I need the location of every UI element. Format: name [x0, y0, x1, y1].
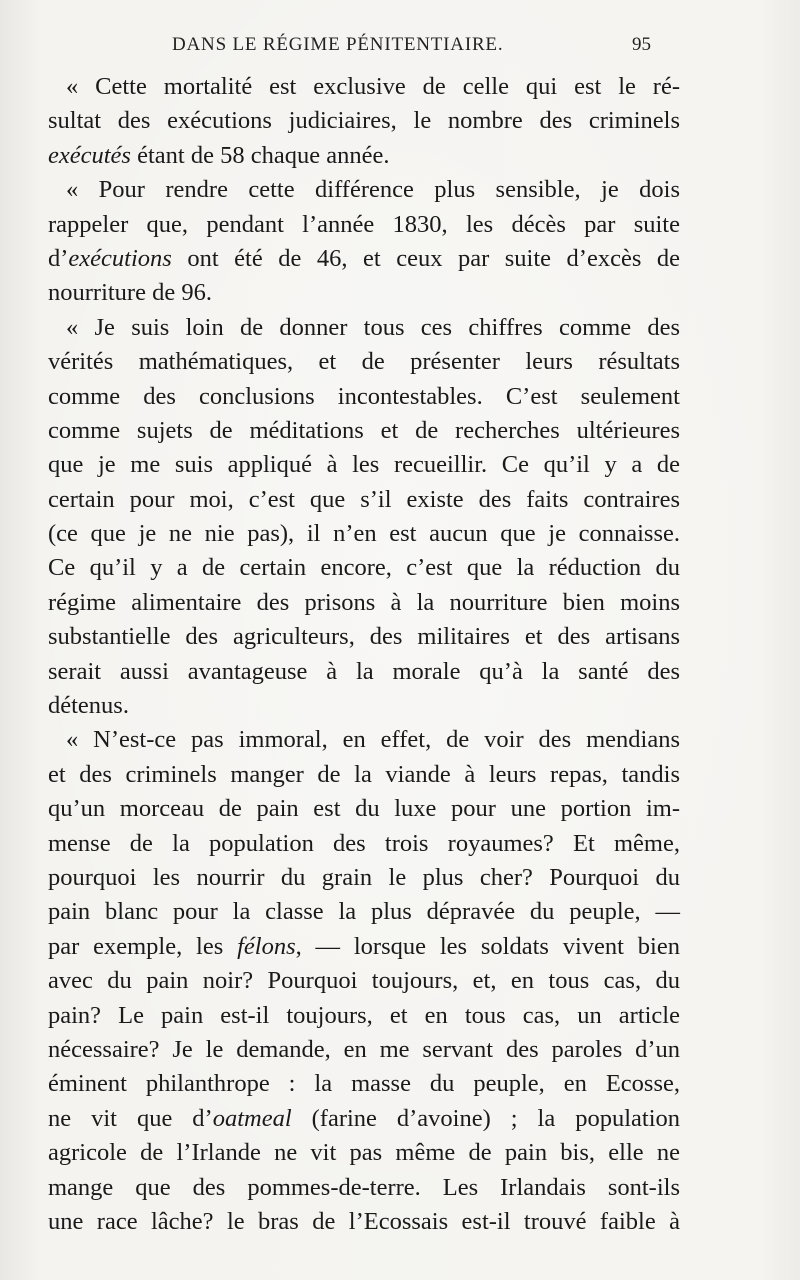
text-span: d’ [48, 244, 69, 272]
text-line: que je me suis appliqué à les recueillir. Ce qu’il y a de [48, 451, 680, 479]
text-line: détenus. [48, 692, 129, 720]
text-line [48, 1102, 680, 1136]
text-line: nécessaire? Je le demande, en me servant des paroles d’un [48, 1035, 680, 1063]
text-span: ne vit que d’ [48, 1104, 213, 1132]
text-span: (farine d’avoine) ; la population [291, 1104, 680, 1132]
text-span: , — lorsque les soldats vivent bien [295, 932, 680, 960]
text-line: comme des conclusions incontestables. C’est seulement [48, 382, 680, 410]
text-line: régime alimentaire des prisons à la nourriture bien moins [48, 588, 680, 616]
text-line: sultat des exécutions judiciaires, le nombre des criminels [48, 107, 680, 135]
text-line: et des criminels manger de la viande à leurs repas, tandis [48, 760, 680, 788]
text-line: Ce qu’il y a de certain encore, c’est que la réduction du [48, 554, 680, 582]
text-line [48, 930, 680, 964]
italic-text: exécutés [48, 141, 131, 169]
page-number: 95 [632, 34, 651, 55]
page-header [0, 34, 800, 58]
text-line: serait aussi avantageuse à la morale qu’à la santé des [48, 657, 680, 685]
text-line: certain pour moi, c’est que s’il existe des faits contraires [48, 485, 680, 513]
italic-text: oatmeal [212, 1104, 292, 1132]
body-text [48, 70, 680, 1239]
text-line: pain? Le pain est-il toujours, et en tous cas, un article [48, 1001, 680, 1029]
text-line: comme sujets de méditations et de recherches ultérieures [48, 416, 680, 444]
text-line: (ce que je ne nie pas), il n’en est aucun que je connaisse. [48, 520, 680, 548]
running-title: DANS LE RÉGIME PÉNITENTIAIRE. [172, 34, 504, 55]
text-line: « Pour rendre cette différence plus sensible, je dois [66, 176, 680, 204]
text-line: qu’un morceau de pain est du luxe pour une portion im- [48, 795, 680, 823]
text-line: éminent philanthrope : la masse du peuple, en Ecosse, [48, 1070, 680, 1098]
text-line: avec du pain noir? Pourquoi toujours, et, en tous cas, du [48, 967, 680, 995]
text-line: vérités mathématiques, et de présenter leurs résultats [48, 348, 680, 376]
text-line: pain blanc pour la classe la plus dépravée du peuple, — [48, 898, 680, 926]
text-line: rappeler que, pendant l’année 1830, les décès par suite [48, 210, 680, 238]
italic-text: exécutions [68, 244, 172, 272]
text-line: substantielle des agriculteurs, des militaires et des artisans [48, 623, 680, 651]
text-line [48, 139, 680, 173]
text-line: une race lâche? le bras de l’Ecossais est-il trouvé faible à [48, 1207, 680, 1235]
text-line: nourriture de 96. [48, 279, 212, 307]
text-span: par exemple, les [48, 932, 238, 960]
italic-text: félons [237, 932, 296, 960]
text-line: « Cette mortalité est exclusive de celle qui est le ré- [66, 73, 680, 100]
text-line: mange que des pommes-de-terre. Les Irlandais sont-ils [48, 1173, 680, 1201]
text-line: mense de la population des trois royaumes? Et même, [48, 829, 680, 857]
text-span: ont été de 46, et ceux par suite d’excès de [171, 244, 680, 272]
text-line: agricole de l’Irlande ne vit pas même de pain bis, elle ne [48, 1139, 680, 1167]
text-line [48, 242, 680, 276]
text-line: pourquoi les nourrir du grain le plus cher? Pourquoi du [48, 863, 680, 891]
text-line: « Je suis loin de donner tous ces chiffres comme des [66, 313, 680, 341]
text-span: étant de 58 chaque année. [130, 141, 390, 169]
text-line: « N’est-ce pas immoral, en effet, de voir des mendians [66, 726, 680, 754]
